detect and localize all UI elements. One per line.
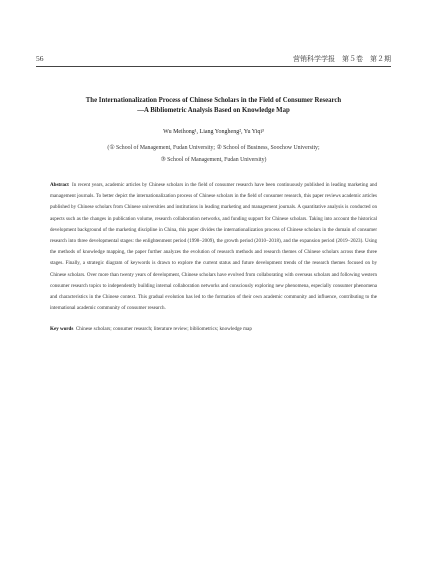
authors: Wu Meihong¹, Liang Yongheng², Yu Yiqi³	[163, 129, 264, 135]
affiliation-line: ③ School of Management, Fudan University)	[160, 157, 267, 163]
keywords-label: Key words	[50, 326, 74, 332]
abstract-text: In recent years, academic articles by Chinese scholars in the field of consumer research have been continuously published in leading marketing and management journals. To better depict the internationalization process of Chinese scholars in the field of consumer research, this paper reviews academic articles published by Chinese scholars from Chinese universities and institutions in leading marketing and management journals. A quantitative analysis is conducted on aspects such as the changes in publication volume, research collaboration networks, and funding support for Chinese scholars. Taking into account the historical development background of the marketing discipline in China, this paper divides the internationalization process of Chinese scholars in the domain of consumer research into three developmental stages: the enlightenment period (1998−2009), the growth period (2010−2018), and the expansion period (2019−2023). Using the methods of knowledge mapping, the paper further analyzes the evolution of research methods and research themes of Chinese scholars across these three stages. Finally, a strategic diagram of keywords is drawn to explore the current status and future development trends of the research themes focused on by Chinese scholars. Over more than twenty years of development, Chinese scholars have evolved from collaborating with overseas scholars and following western consumer research topics to independently building internal collaboration networks and consciously exploring new phenomena, especially consumer phenomena and characteristics in the Chinese context. This gradual evolution has led to the formation of their own academic community and influence, contributing to the international academic community of consumer research.	[50, 182, 377, 312]
affiliations	[36, 142, 391, 166]
keywords-text: Chinese scholars; consumer research; literature review; bibliometrics; knowledge map	[75, 326, 252, 332]
header-rule	[36, 66, 391, 67]
keywords	[50, 324, 377, 334]
journal-info: 营销科学学报 第５卷 第２期	[293, 55, 391, 63]
paper-title	[36, 96, 391, 116]
page-number: 56	[36, 54, 44, 63]
affiliation-line: (① School of Management, Fudan University; ② School of Business, Soochow University;	[107, 145, 320, 151]
running-header	[36, 54, 391, 65]
title-line: The Internationalization Process of Chinese Scholars in the Field of Consumer Research	[85, 97, 342, 104]
abstract-label: Abstract	[50, 182, 69, 188]
subtitle-line: —A Bibliometric Analysis Based on Knowledge Map	[137, 107, 290, 114]
abstract	[50, 180, 377, 314]
